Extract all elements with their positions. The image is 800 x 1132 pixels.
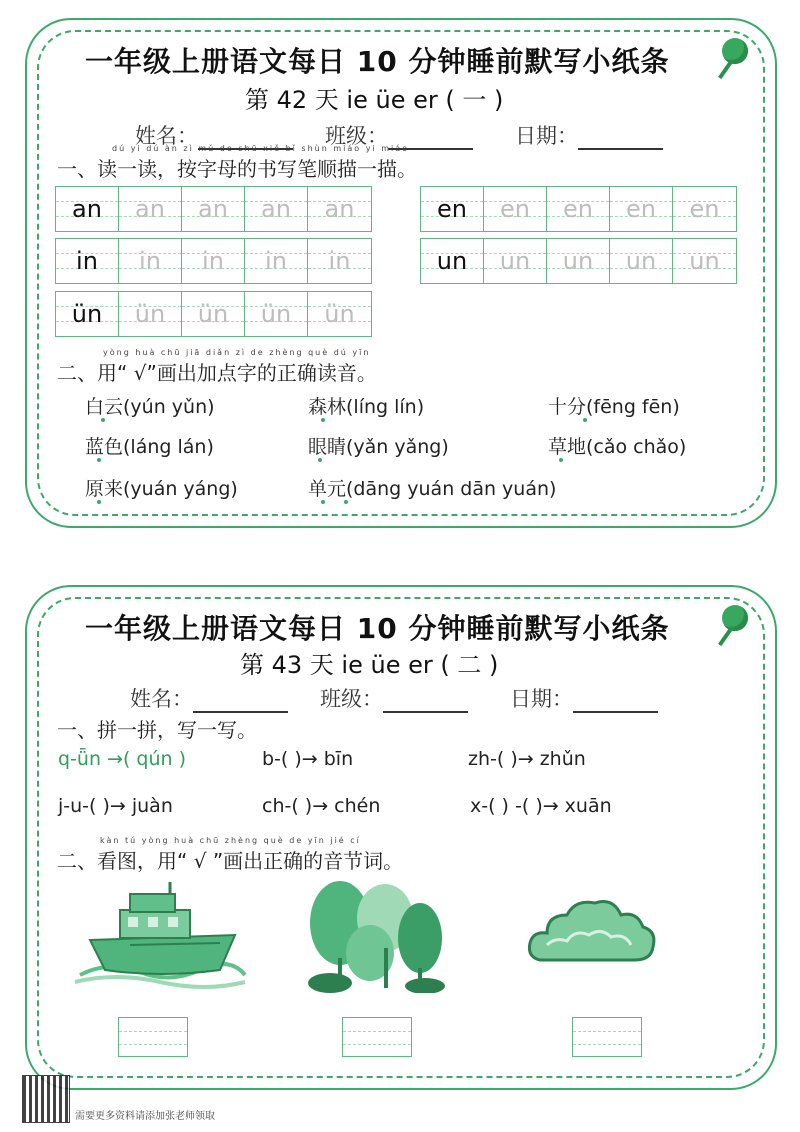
section1-heading: 一、读一读，按字母的书写笔顺描一描。 [57, 157, 417, 181]
sheet2-date-field[interactable] [510, 683, 658, 713]
emphasis-dot [101, 418, 105, 422]
date-label: 日期： [510, 687, 573, 711]
sheet1-date-field[interactable] [515, 120, 663, 150]
trace-letter[interactable]: in [328, 247, 351, 275]
section2-heading: 二、用“ √”画出加点字的正确读音。 [57, 361, 377, 385]
trace-letter[interactable]: an [324, 195, 355, 223]
trace-letter[interactable]: an [198, 195, 228, 223]
emphasis-dot [318, 458, 322, 462]
trace-letter[interactable]: in [202, 247, 224, 275]
name-label: 姓名： [130, 687, 193, 711]
answer-box[interactable] [572, 1017, 642, 1057]
choice-item[interactable]: 草地(cǎo chǎo) [548, 436, 687, 458]
emphasis-dot [97, 458, 101, 462]
choice-item[interactable]: 原来(yuán yáng) [85, 478, 238, 500]
trace-letter[interactable]: ün [260, 300, 292, 328]
section2-pinyin: yòng huà chū jiā diǎn zì de zhèng què dú yīn [103, 348, 371, 357]
spelling-equation[interactable]: ch-( )→ chén [262, 795, 381, 817]
emphasis-dot [344, 500, 348, 504]
tracing-row-vn [55, 291, 372, 337]
spelling-equation[interactable]: x-( ) -( )→ xuān [470, 795, 612, 817]
answer-box[interactable] [342, 1017, 412, 1057]
sheet2-section2-heading: 二、看图，用“ √ ”画出正确的音节词。 [57, 849, 404, 873]
footer-text: 需要更多资料请添加张老师领取 [75, 1111, 215, 1122]
example-equation: q-ǖn →( qún ) [58, 748, 187, 770]
answer-box[interactable] [118, 1017, 188, 1057]
sheet2-day-label: 第 43 天 ie üe er ( 二 ) [240, 651, 499, 679]
spelling-equation[interactable]: j-u-( )→ juàn [58, 795, 173, 817]
trace-letter[interactable]: un [689, 247, 720, 275]
boat-illustration [70, 880, 250, 990]
trace-letter[interactable]: un [499, 247, 531, 275]
sheet2-section2-pinyin: kàn tú yòng huà chū zhèng què de yīn jié cí [100, 836, 361, 845]
section1-pinyin: dú yi dú àn zì mǔ de shū xiě bǐ shùn miáo yi miáo [112, 144, 410, 153]
pushpin-icon [722, 38, 748, 64]
trace-letter[interactable]: an [261, 195, 291, 223]
spelling-equation[interactable]: b-( )→ bīn [262, 748, 354, 770]
trace-letter[interactable]: ün [324, 300, 355, 328]
choice-item[interactable]: 白云(yún yǔn) [85, 396, 215, 418]
trace-letter[interactable]: un [562, 247, 594, 275]
bold-letter: un [436, 247, 468, 275]
trace-letter[interactable]: un [625, 247, 657, 275]
trace-letter[interactable]: ün [197, 300, 229, 328]
sheet1-day-label: 第 42 天 ie üe er ( 一 ) [245, 86, 504, 114]
emphasis-dot [97, 500, 101, 504]
bold-letter: en [437, 195, 467, 223]
choice-item[interactable]: 森林(líng lín) [308, 396, 425, 418]
trees-illustration [300, 878, 450, 993]
bold-letter: in [76, 247, 98, 275]
tracing-row-in [55, 238, 372, 284]
choice-item[interactable]: 十分(fēng fēn) [548, 396, 680, 418]
sheet2-title: 一年级上册语文每日 10 分钟睡前默写小纸条 [85, 612, 670, 645]
sheet2-section1-heading: 一、拼一拼，写一写。 [57, 718, 257, 742]
bold-letter: ün [71, 300, 103, 328]
emphasis-dot [583, 418, 587, 422]
spelling-equation[interactable]: zh-( )→ zhǔn [468, 748, 586, 770]
emphasis-dot [321, 500, 325, 504]
trace-letter[interactable]: ün [134, 300, 166, 328]
choice-item[interactable]: 单元(dāng yuán dān yuán) [308, 478, 557, 500]
tracing-row-an [55, 186, 372, 232]
name-label: 姓名： [135, 124, 198, 148]
date-label: 日期： [515, 124, 578, 148]
choice-item[interactable]: 蓝色(láng lán) [85, 436, 214, 458]
choice-item[interactable]: 眼睛(yǎn yǎng) [308, 436, 449, 458]
trace-letter[interactable]: en [563, 195, 593, 223]
cloud-illustration [525, 895, 660, 970]
class-label: 班级： [320, 687, 383, 711]
trace-letter[interactable]: en [500, 195, 530, 223]
tracing-row-en [420, 186, 737, 232]
emphasis-dot [321, 418, 325, 422]
sheet2-name-field[interactable] [130, 683, 288, 713]
qr-code-icon [22, 1075, 70, 1123]
emphasis-dot [559, 458, 563, 462]
trace-letter[interactable]: in [265, 247, 287, 275]
trace-letter[interactable]: an [135, 195, 165, 223]
bold-letter: an [72, 195, 102, 223]
trace-letter[interactable]: en [689, 195, 720, 223]
sheet1-title: 一年级上册语文每日 10 分钟睡前默写小纸条 [85, 45, 670, 78]
class-label: 班级： [325, 124, 388, 148]
trace-letter[interactable]: in [139, 247, 161, 275]
trace-letter[interactable]: en [626, 195, 656, 223]
pushpin-icon [722, 605, 748, 631]
sheet2-class-field[interactable] [320, 683, 468, 713]
tracing-row-un [420, 238, 737, 284]
